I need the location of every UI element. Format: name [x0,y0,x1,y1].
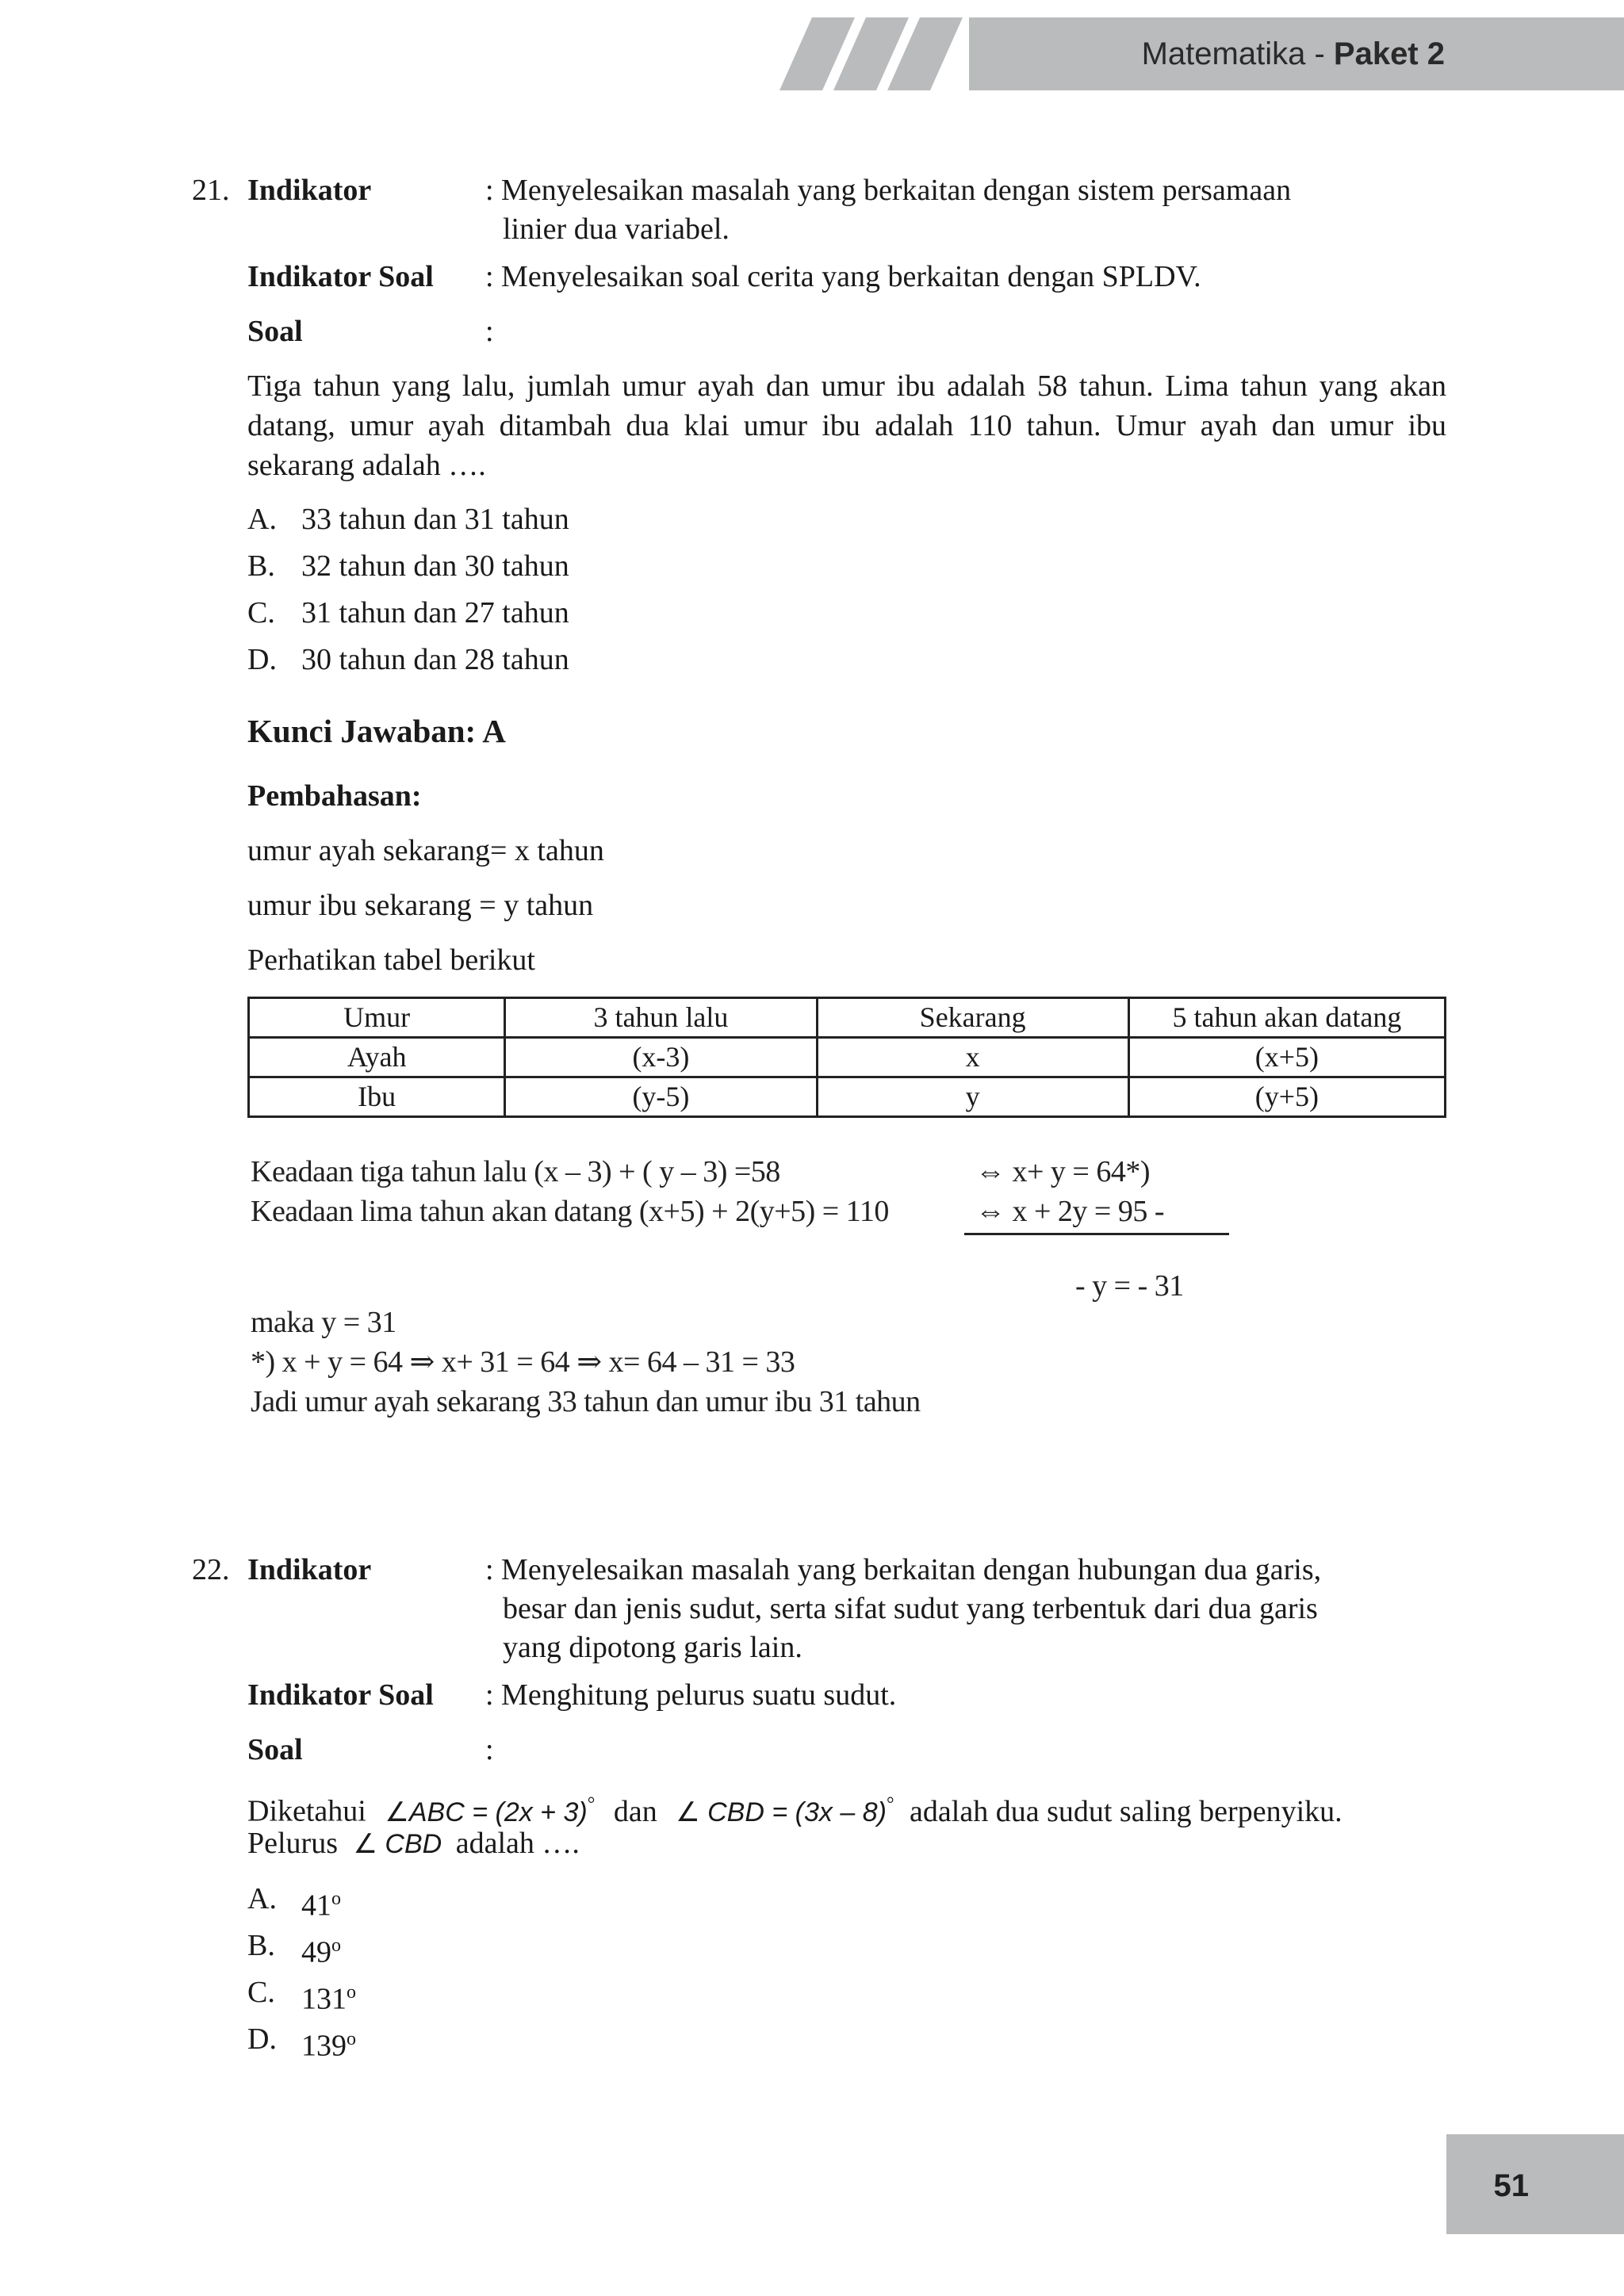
work-line: - y = - 31 [1075,1269,1184,1303]
q22-option-letter: D. [247,2022,277,2056]
work-line: ⇔ x+ y = 64*) [975,1155,1151,1188]
q22-question-line2 [247,1823,580,1864]
q22-option-letter: A. [247,1882,277,1915]
angle-cbd-expression: ∠ CBD = (3x – 8) [676,1797,887,1827]
q21-option-text: 32 tahun dan 30 tahun [301,549,569,583]
q22-indikator-line1: : Menyelesaikan masalah yang berkaitan dengan hubungan dua garis, [485,1553,1322,1586]
table-row [249,1038,1446,1077]
work-line: *) x + y = 64 ⇒ x+ 31 = 64 ⇒ x= 64 – 31 = 33 [251,1345,795,1379]
q22-indikator-line3: yang dipotong garis lain. [503,1631,802,1664]
table-cell: (y-5) [505,1077,817,1117]
q22-rest: adalah dua sudut saling berpenyiku. [910,1794,1342,1828]
table-cell: y [817,1077,1128,1117]
q22-indikator-soal: : Menghitung pelurus suatu sudut. [485,1678,897,1712]
q22-option-text: 139$^o$ [301,2029,356,2063]
header-title: Matematika - Paket 2 [1141,36,1445,71]
work-line: Keadaan lima tahun akan datang (x+5) + 2(y+5) = 110 [251,1195,889,1228]
q21-line-x: umur ayah sekarang= x tahun [247,834,604,867]
q21-answer-key: Kunci Jawaban: A [247,713,506,749]
subtraction-rule [964,1233,1229,1235]
work-line: ⇔ x + 2y = 95 - [975,1195,1165,1228]
q22-number: 22. [192,1553,230,1586]
q21-indikator-soal: : Menyelesaikan soal cerita yang berkaitan dengan SPLDV. [485,260,1201,293]
q22-option-text: 49$^o$ [301,1935,341,1969]
q22-soal-label: Soal [247,1733,303,1766]
q22-pelurus: Pelurus [247,1827,338,1860]
q22-dan: dan [613,1794,657,1828]
table-header-cell: Umur [249,998,505,1038]
q21-indikator-line1: : Menyelesaikan masalah yang berkaitan dengan sistem persamaan [485,174,1292,207]
q21-indikator-label: Indikator [247,174,372,207]
q21-age-table [247,997,1446,1118]
q22-option-text: 131$^o$ [301,1982,356,2016]
work-line: Jadi umur ayah sekarang 33 tahun dan umur ibu 31 tahun [251,1385,921,1418]
q21-line-y: umur ibu sekarang = y tahun [247,889,594,922]
q21-option-letter: D. [247,643,277,676]
work-line: maka y = 31 [251,1306,396,1339]
q21-number: 21. [192,174,230,207]
q21-soal-label: Soal [247,315,303,348]
q21-line-table: Perhatikan tabel berikut [247,943,535,977]
q21-question: Tiga tahun yang lalu, jumlah umur ayah dan umur ibu adalah 58 tahun. Lima tahun yang akan datang, umur ayah ditambah dua klai umur ibu adalah 110 tahun. Umur ayah dan umur ibu sekarang adalah …. [247,369,1446,482]
page-number: 51 [1493,2168,1529,2203]
work-line: Keadaan tiga tahun lalu (x – 3) + ( y – 3) =58 [251,1155,780,1188]
q21-option-letter: A. [247,503,277,536]
q21-option-text: 30 tahun dan 28 tahun [301,643,569,676]
angle-abc-expression: ∠ABC = (2x + 3) [385,1797,588,1827]
q22-diketahui: Diketahui [247,1794,366,1828]
q21-indikator-soal-label: Indikator Soal [247,260,434,293]
table-header-cell: 5 tahun akan datang [1128,998,1445,1038]
q22-soal-colon: : [485,1733,494,1766]
table-cell: (x+5) [1128,1038,1445,1077]
page-number-box [1446,2134,1624,2234]
table-header-cell: Sekarang [817,998,1128,1038]
table-cell: Ibu [249,1077,505,1117]
q22-indikator-soal-label: Indikator Soal [247,1678,434,1712]
table-cell: x [817,1038,1128,1077]
q21-indikator-line2: linier dua variabel. [503,212,730,246]
table-cell: Ayah [249,1038,505,1077]
q22-option-letter: C. [247,1976,275,2009]
q22-option-text: 41$^o$ [301,1888,341,1923]
q21-option-text: 33 tahun dan 31 tahun [301,503,569,536]
table-cell: (x-3) [505,1038,817,1077]
q21-option-text: 31 tahun dan 27 tahun [301,596,569,629]
table-header-row [249,998,1446,1038]
table-header-cell: 3 tahun lalu [505,998,817,1038]
q21-option-letter: C. [247,596,275,629]
degree-symbol: ° [886,1794,894,1815]
q21-option-letter: B. [247,549,275,583]
q22-indikator-label: Indikator [247,1553,372,1586]
degree-symbol: ° [587,1794,596,1815]
q21-soal-colon: : [485,315,494,348]
q21-pembahasan-label: Pembahasan: [247,779,422,813]
q22-adalah: adalah …. [455,1827,580,1860]
q22-option-letter: B. [247,1929,275,1962]
table-row [249,1077,1446,1117]
table-cell: (y+5) [1128,1077,1445,1117]
q22-indikator-line2: besar dan jenis sudut, serta sifat sudut yang terbentuk dari dua garis [503,1592,1318,1625]
angle-cbd-reference: ∠ CBD [353,1829,442,1859]
